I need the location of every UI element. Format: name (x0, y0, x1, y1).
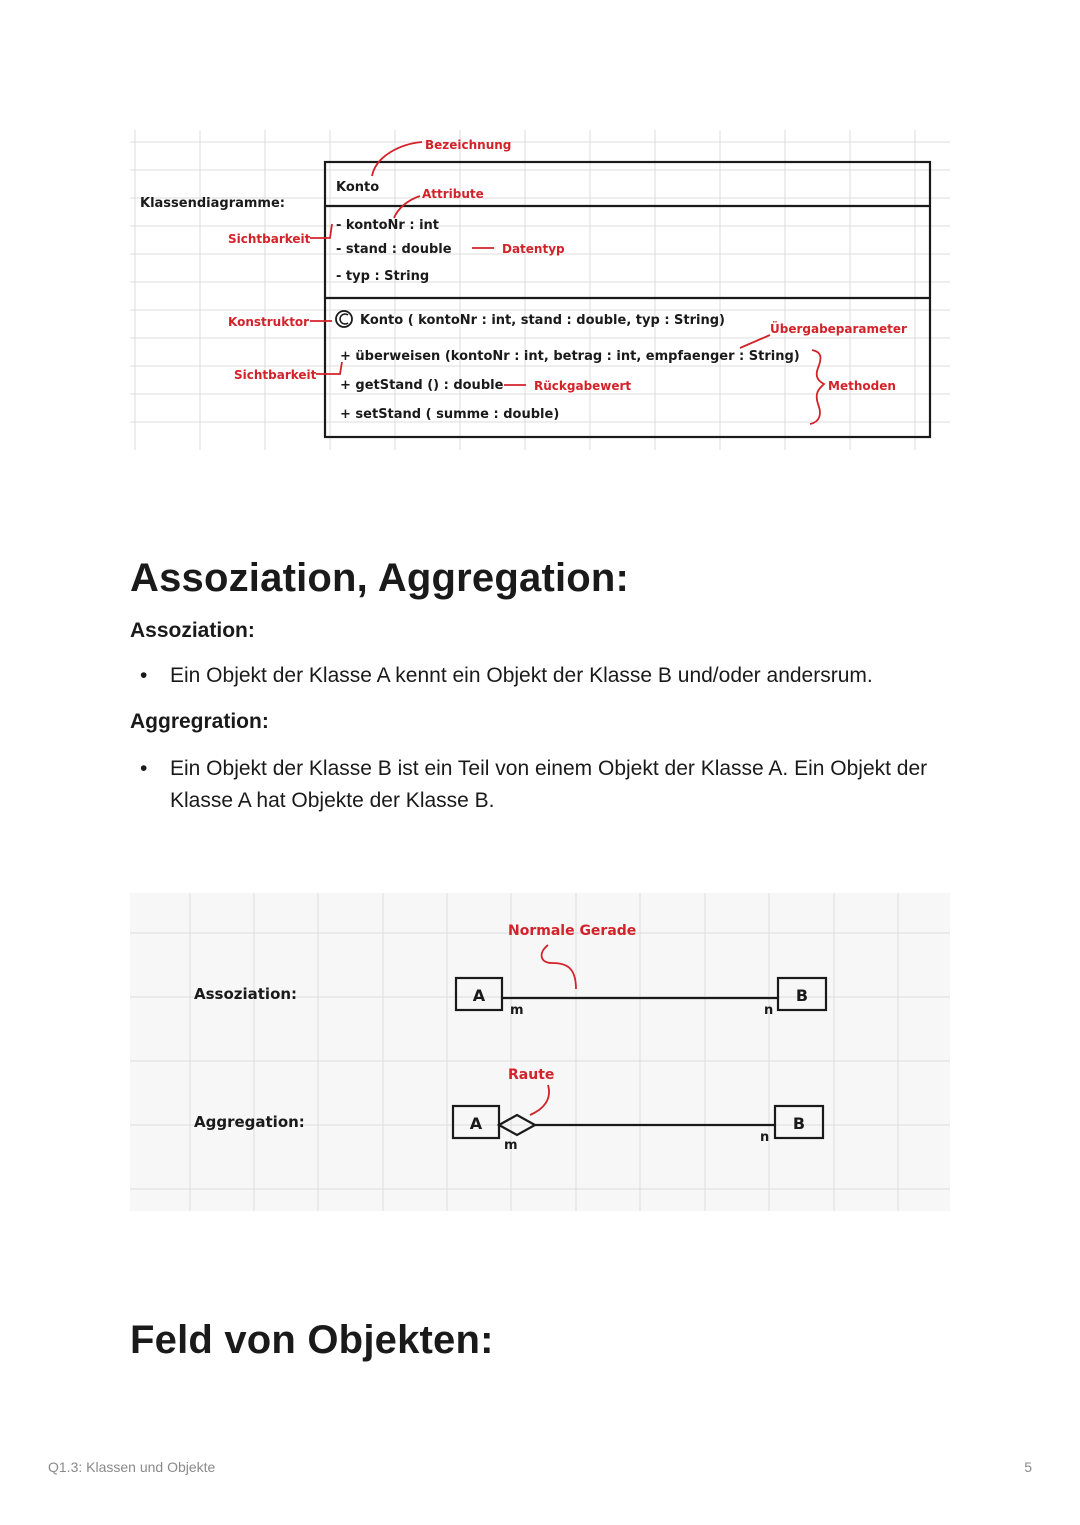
bullet-dot: • (140, 757, 148, 780)
relation-diagram-figure (130, 893, 950, 1211)
label-aggregation: Aggregation: (194, 1113, 305, 1131)
class-diagram-label: Klassendiagramme: (140, 196, 285, 211)
arrow-bezeichnung (372, 142, 422, 176)
assoziation-mult-m: m (510, 1003, 524, 1018)
annotation-uebergabeparameter: Übergabeparameter (770, 322, 907, 336)
aggregation-class-b: B (792, 1114, 806, 1133)
annotation-attribute: Attribute (422, 187, 484, 201)
grid-background (130, 130, 950, 450)
assoziation-mult-n: n (764, 1003, 774, 1018)
class-diagram-figure (130, 130, 950, 450)
aggregation-mult-m: m (504, 1138, 518, 1153)
method-getstand: + getStand () : double (340, 378, 504, 393)
class-diagram-svg (130, 130, 950, 450)
aggregation-class-a: A (469, 1114, 483, 1133)
c-circle-icon (336, 311, 352, 327)
annotation-sichtbarkeit-attributes: Sichtbarkeit (228, 232, 311, 246)
annotation-methoden: Methoden (828, 379, 896, 393)
method-ueberweisen: + überweisen (kontoNr : int, betrag : int, empfaenger : String) (340, 349, 800, 364)
attribute-typ: - typ : String (336, 269, 430, 284)
assoziation-class-a: A (472, 986, 486, 1005)
heading-aggregation: Aggregration: (130, 710, 269, 733)
heading-feld-von-objekten: Feld von Objekten: (130, 1318, 494, 1362)
annotation-konstruktor: Konstruktor (228, 315, 310, 329)
annotation-rueckgabewert: Rückgabewert (534, 379, 632, 393)
aggregation-mult-n: n (760, 1130, 770, 1145)
label-assoziation: Assoziation: (194, 985, 298, 1003)
bullet-dot: • (140, 664, 148, 687)
heading-assoziation-aggregation: Assoziation, Aggregation: (130, 556, 630, 600)
arrow-sichtbarkeit-methods (316, 362, 342, 374)
brace-methoden (810, 350, 824, 424)
heading-assoziation: Assoziation: (130, 619, 255, 642)
note-normale-gerade: Normale Gerade (508, 923, 637, 939)
class-name: Konto (336, 180, 380, 195)
bullet-assoziation (140, 660, 960, 692)
attribute-stand: - stand : double (336, 242, 452, 257)
arrow-uebergabeparameter (740, 335, 770, 348)
annotation-datentyp: Datentyp (502, 242, 565, 256)
footer-title: Q1.3: Klassen und Objekte (48, 1459, 216, 1475)
bullet-aggregation (140, 753, 960, 817)
page-number: 5 (1024, 1459, 1032, 1475)
annotation-bezeichnung: Bezeichnung (425, 138, 512, 152)
grid-panel (130, 893, 950, 1211)
assoziation-class-b: B (795, 986, 809, 1005)
annotation-sichtbarkeit-methods: Sichtbarkeit (234, 368, 317, 382)
constructor: Konto ( kontoNr : int, stand : double, typ : String) (360, 313, 725, 328)
bullet-assoziation-text: Ein Objekt der Klasse A kennt ein Objekt der Klasse B und/oder andersrum. (170, 664, 873, 687)
attribute-kontonr: - kontoNr : int (336, 218, 440, 233)
relation-diagram-svg (130, 893, 950, 1211)
method-setstand: + setStand ( summe : double) (340, 407, 560, 422)
class-box (325, 162, 930, 437)
bullet-aggregation-text: Ein Objekt der Klasse B ist ein Teil von einem Objekt der Klasse A. Ein Objekt der Klasse A hat Objekte der Klasse B. (170, 757, 928, 812)
note-raute: Raute (508, 1067, 555, 1083)
